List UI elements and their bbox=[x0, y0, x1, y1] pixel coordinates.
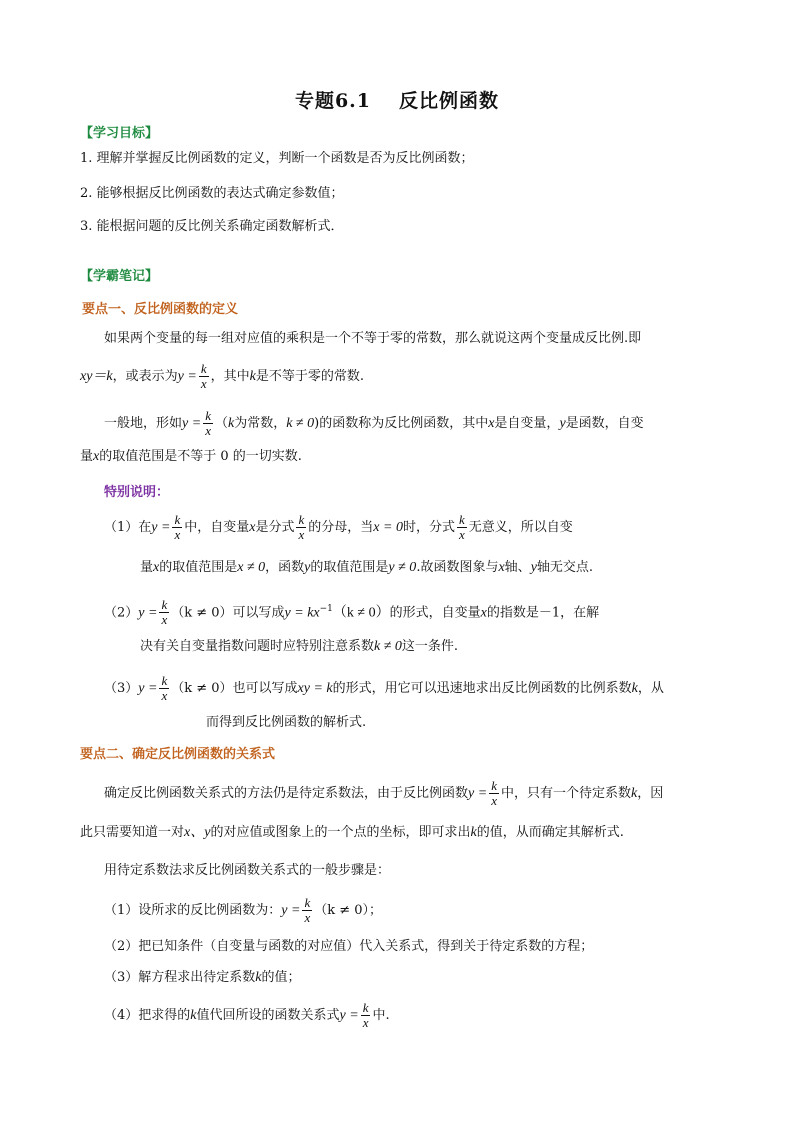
fraction-k-over-x: $\frac{k}{x}$ bbox=[161, 597, 168, 628]
fraction-k-over-x: $\frac{k}{x}$ bbox=[205, 408, 211, 438]
point2-paragraph1-line1: 确定反比例函数关系式的方法仍是待定系数法，由于反比例函数y = $\frac{k}{x}$ 中，只有一个待定系数k，因 bbox=[104, 778, 664, 808]
step-3: （3）解方程求出待定系数k的值； bbox=[104, 970, 301, 985]
fraction-k-over-x: $\frac{k}{x}$ bbox=[200, 361, 207, 391]
step-2: （2）把已知条件（自变量与函数的对应值）代入关系式，得到关于待定系数的方程； bbox=[104, 939, 594, 954]
fraction-k-over-x: $\frac{k}{x}$ bbox=[458, 512, 465, 542]
special-note-heading: 特别说明： bbox=[104, 485, 170, 500]
special-note-3-line2: 而得到反比例函数的解析式. bbox=[206, 715, 367, 730]
point2-steps-intro: 用待定系数法求反比例函数关系式的一般步骤是： bbox=[104, 863, 391, 878]
notes-heading: 【学霸笔记】 bbox=[80, 269, 159, 284]
fraction-k-over-x: $\frac{k}{x}$ bbox=[161, 673, 168, 703]
point1-heading: 要点一、反比例函数的定义 bbox=[82, 302, 239, 317]
fraction-k-over-x: $\frac{k}{x}$ bbox=[174, 512, 181, 542]
point1-paragraph2-line2: 量x的取值范围是不等于 0 的一切实数. bbox=[80, 449, 302, 464]
fraction-k-over-x: $\frac{k}{x}$ bbox=[491, 778, 497, 808]
point1-paragraph2-line1: 一般地，形如y = $\frac{k}{x}$ （k为常数，k ≠ 0)的函数称为反比例函数，其中x是自变量，y是函数，自变 bbox=[104, 408, 644, 438]
objectives-heading: 【学习目标】 bbox=[80, 126, 159, 141]
page-title: 专题6.1 反比例函数 bbox=[294, 90, 500, 112]
objective-item: 3. 能根据问题的反比例关系确定函数解析式． bbox=[80, 219, 344, 234]
special-note-1-line1: （1）在y = $\frac{k}{x}$ 中，自变量x是分式 $\frac{k}{x}$ 的分母，当x = 0时，分式 $\frac{k}{x}$ 无意义，所以自变 bbox=[104, 512, 573, 542]
fraction-k-over-x: $\frac{k}{x}$ bbox=[304, 895, 311, 925]
point1-paragraph1-line1: 如果两个变量的每一组对应值的乘积是一个不等于零的常数，那么就说这两个变量成反比例.即 bbox=[104, 331, 642, 346]
step-1: （1）设所求的反比例函数为：y = $\frac{k}{x}$ （k ≠ 0）； bbox=[104, 895, 383, 925]
fraction-k-over-x: $\frac{k}{x}$ bbox=[362, 1000, 369, 1030]
special-note-2-line2: 决有关自变量指数问题时应特别注意系数k ≠ 0这一条件. bbox=[140, 639, 459, 654]
special-note-2-line1: （2）y = $\frac{k}{x}$ （k ≠ 0）可以写成$y = kx^{-1}(k \ne 0)$的形式，自变量x的指数是－1，在解 bbox=[104, 597, 600, 628]
special-note-3-line1: （3）y = $\frac{k}{x}$ （k ≠ 0）也可以写成xy = k的形式，用它可以迅速地求出反比例函数的比例系数k，从 bbox=[104, 673, 664, 703]
point2-paragraph1-line2: 此只需要知道一对x、y的对应值或图象上的一个点的坐标，即可求出k的值，从而确定其解析式. bbox=[80, 825, 624, 840]
objective-item: 1. 理解并掌握反比例函数的定义，判断一个函数是否为反比例函数； bbox=[80, 151, 474, 166]
point1-paragraph1-line2: xy＝k，或表示为y = $\frac{k}{x}$ ，其中k是不等于零的常数. bbox=[80, 361, 364, 391]
objective-item: 2. 能够根据反比例函数的表达式确定参数值； bbox=[80, 186, 344, 201]
special-note-1-line2: 量x的取值范围是x ≠ 0，函数y的取值范围是y ≠ 0.故函数图象与x轴、y轴无交点. bbox=[140, 560, 594, 575]
step-4: （4）把求得的k值代回所设的函数关系式y = $\frac{k}{x}$ 中. bbox=[104, 1000, 390, 1030]
fraction-k-over-x: $\frac{k}{x}$ bbox=[298, 512, 305, 542]
point2-heading: 要点二、确定反比例函数的关系式 bbox=[80, 747, 276, 762]
